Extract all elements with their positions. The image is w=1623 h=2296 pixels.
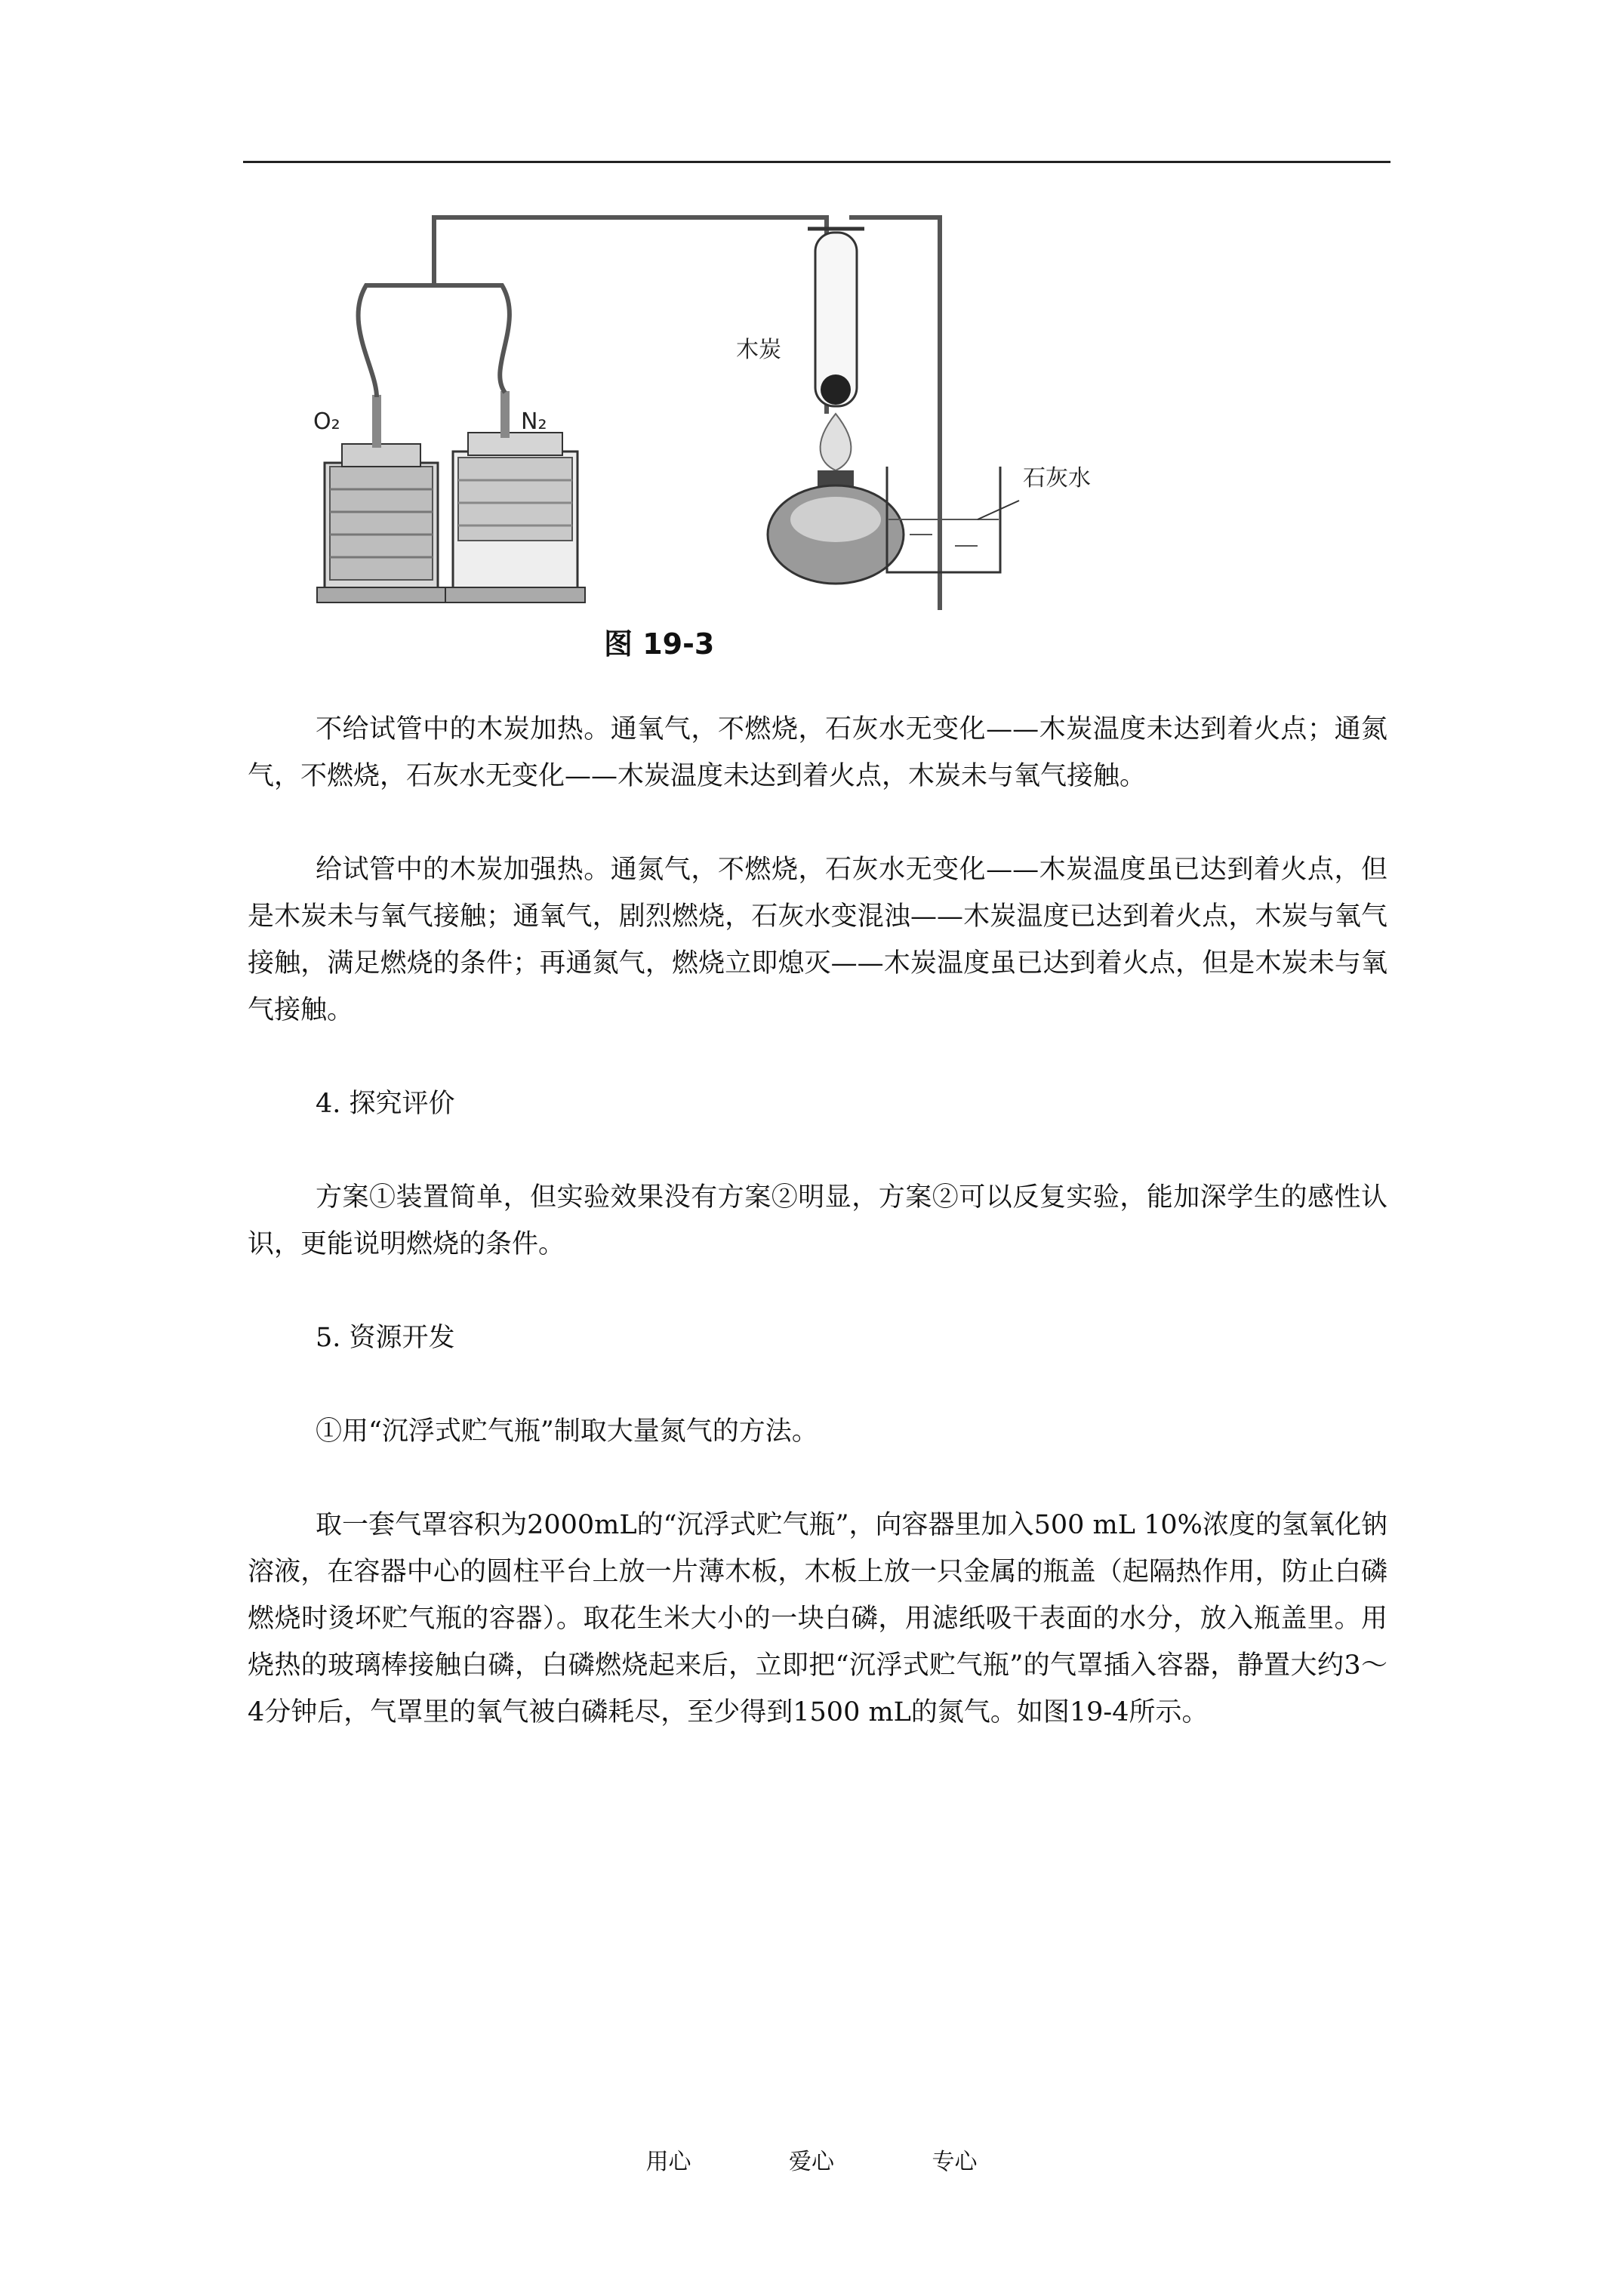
page-footer [0, 2143, 1623, 2176]
header-rule [243, 161, 1390, 163]
test-tube [808, 229, 864, 406]
paragraph-no-heating: 不给试管中的木炭加热。通氧气，不燃烧，石灰水无变化——木炭温度未达到着火点；通氮气，不燃烧，石灰水无变化——木炭温度未达到着火点，木炭未与氧气接触。 [248, 714, 1387, 791]
paragraph-strong-heating: 给试管中的木炭加强热。通氮气，不燃烧，石灰水无变化——木炭温度虽已达到着火点，但是木炭未与氧气接触；通氧气，剧烈燃烧，石灰水变混浊——木炭温度已达到着火点，木炭与氧气接触，满足燃烧的条件；再通氮气，燃烧立即熄灭——木炭温度虽已达到着火点，但是木炭未与氧气接触。 [248, 855, 1387, 1025]
footer-text-3: 专心 [932, 2149, 978, 2175]
footer-text-1: 用心 [645, 2149, 691, 2175]
paragraph-method-title: ①用“沉浮式贮气瓶”制取大量氮气的方法。 [316, 1416, 818, 1447]
charcoal-lump [821, 374, 851, 405]
nitrogen-gas-jar [445, 391, 585, 603]
label-limewater: 石灰水 [1023, 465, 1091, 492]
label-n2: N₂ [521, 408, 547, 435]
paragraph-evaluation: 方案①装置简单，但实验效果没有方案②明显，方案②可以反复实验，能加深学生的感性认识，更能说明燃烧的条件。 [248, 1182, 1387, 1259]
label-o2: O₂ [313, 408, 340, 435]
body-text [248, 706, 1387, 1783]
section-heading-resources: 5. 资源开发 [316, 1323, 455, 1353]
figure-19-3 [313, 202, 1189, 610]
figure-caption: 图 19-3 [604, 627, 715, 661]
beaker [887, 467, 1019, 572]
alcohol-lamp [768, 414, 904, 584]
label-charcoal: 木炭 [736, 337, 781, 363]
paragraph-method-detail: 取一套气罩容积为2000mL的“沉浮式贮气瓶”，向容器里加入500 mL 10%浓度的氢氧化钠溶液，在容器中心的圆柱平台上放一片薄木板，木板上放一只金属的瓶盖（起隔热作用，防止白磷燃烧时烫坏贮气瓶的容器）。取花生米大小的一块白磷，用滤纸吸干表面的水分，放入瓶盖里。用烧热的玻璃棒接触白磷，白磷燃烧起来后，立即把“沉浮式贮气瓶”的气罩插入容器，静置大约3～4分钟后，气罩里的氧气被白磷耗尽，至少得到1500 mL的氮气。如图19-4所示。 [248, 1510, 1387, 1727]
footer-text-2: 爱心 [789, 2149, 834, 2175]
section-heading-evaluation: 4. 探究评价 [316, 1089, 455, 1119]
apparatus-diagram [313, 202, 1189, 610]
